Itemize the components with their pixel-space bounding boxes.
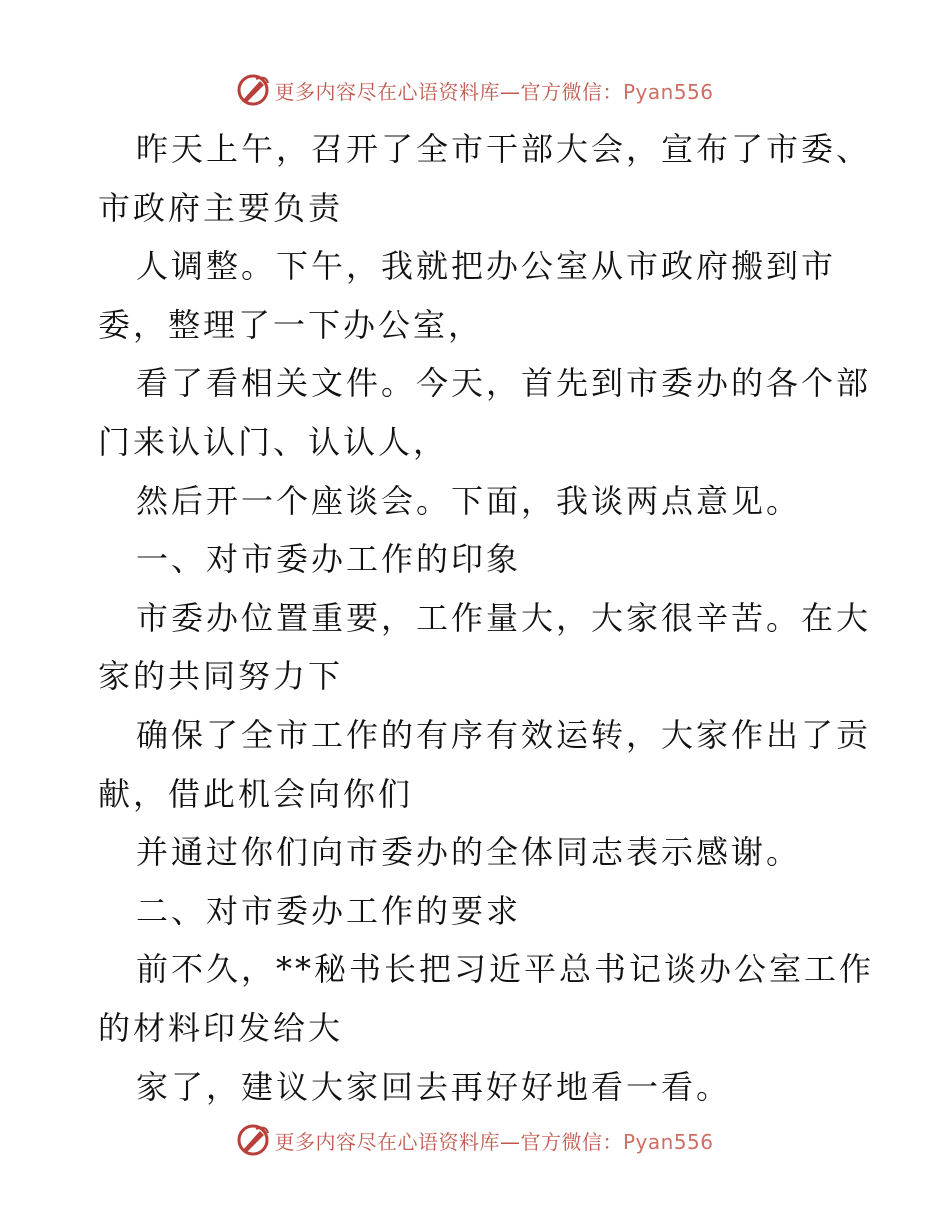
paragraph-line: 并通过你们向市委办的全体同志表示感谢。 (136, 833, 802, 872)
footer-banner-text: 更多内容尽在心语资料库—官方微信：Pyan556 (274, 1129, 714, 1154)
paragraph-line: 的材料印发给大 (98, 1008, 344, 1047)
header-banner (0, 68, 950, 112)
paragraph-line: 家了，建议大家回去再好好地看一看。 (136, 1067, 732, 1106)
paragraph-line: 前不久，**秘书长把习近平总书记谈办公室工作 (136, 950, 875, 989)
paragraph-line: 市政府主要负责 (98, 188, 344, 227)
paragraph-line: 然后开一个座谈会。下面，我谈两点意见。 (136, 481, 802, 520)
header-banner-text: 更多内容尽在心语资料库—官方微信：Pyan556 (274, 79, 714, 104)
section-heading: 一、对市委办工作的印象 (136, 540, 522, 579)
footer-wechat-id: Pyan556 (622, 1129, 714, 1154)
paragraph-line: 人调整。下午，我就把办公室从市政府搬到市 (136, 247, 837, 286)
pen-logo-icon (236, 73, 270, 107)
section-heading: 二、对市委办工作的要求 (136, 891, 522, 930)
paragraph-line: 献，借此机会向你们 (98, 774, 414, 813)
paragraph-line: 昨天上午，召开了全市干部大会，宣布了市委、 (136, 130, 872, 168)
paragraph-line: 门来认认门、认认人， (98, 422, 449, 461)
pen-logo-icon (236, 1123, 270, 1157)
footer-banner (0, 1118, 950, 1162)
paragraph-line: 家的共同努力下 (98, 657, 344, 696)
paragraph-line: 看了看相关文件。今天，首先到市委办的各个部 (136, 364, 872, 403)
paragraph-line: 委，整理了一下办公室， (98, 305, 484, 344)
header-wechat-id: Pyan556 (622, 79, 714, 104)
document-body (98, 120, 875, 1116)
paragraph-line: 确保了全市工作的有序有效运转，大家作出了贡 (136, 715, 872, 754)
paragraph-line: 市委办位置重要，工作量大，大家很辛苦。在大 (136, 598, 872, 637)
